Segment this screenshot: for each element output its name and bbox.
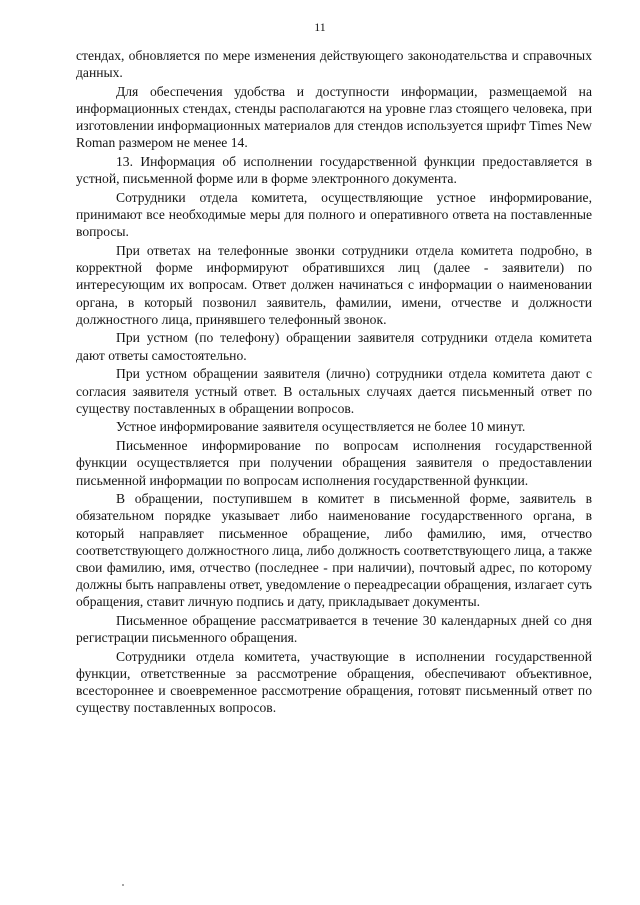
paragraph-review-period: Письменное обращение рассматривается в течение 30 календарных дней со дня регистрации письменного обращения. [76,612,592,646]
paragraph-item-13: 13. Информация об исполнении государственной функции предоставляется в устной, письменной форме или в форме электронного документа. [76,154,592,187]
paragraph-phone-calls: При ответах на телефонные звонки сотрудники отдела комитета подробно, в корректной форме информируют обратившихся лиц (далее - заявители) по интересующим их вопросам. Ответ должен начинаться с информации о наименовании органа, в который позвонил заявитель, фамилии, имени, отчестве и должности должностного лица, принявшего телефонный звонок. [76,243,592,327]
paragraph-stands-continued: стендах, обновляется по мере изменения действующего законодательства и справочных данных. [76,48,592,81]
paragraph-in-person: При устном обращении заявителя (лично) сотрудники отдела комитета дают с согласия заявителя устный ответ. В остальных случаях дается письменный ответ по существу поставленных в обращении вопросов. [76,366,592,416]
paragraph-written-appeal: В обращении, поступившем в комитет в письменной форме, заявитель в обязательном порядке указывает либо наименование государственного органа, в который направляет письменное обращение, либо фамилию, имя, отчество соответствующего должностного лица, либо должность соответствующего лица, а также свои фамилию, имя, отчество (последнее - при наличии), почтовый адрес, по которому должны быть направлены ответ, уведомление о переадресации обращения, излагает суть обращения, ставит личную подпись и дату, прикладывает документы. [76,491,592,610]
paragraph-oral-informing: Сотрудники отдела комитета, осуществляющие устное информирование, принимают все необходимые меры для полного и оперативного ответа на поставленные вопросы. [76,190,592,240]
paragraph-stands-font: Для обеспечения удобства и доступности информации, размещаемой на информационных стендах, стенды располагаются на уровне глаз стоящего человека, при изготовлении информационных материалов для стендов используется шрифт Times New Roman размером не менее 14. [76,83,592,151]
page-number: 11 [314,20,326,34]
scan-speck [122,884,124,886]
document-body [76,47,592,718]
paragraph-written-informing: Письменное информирование по вопросам исполнения государственной функции осуществляется при получении обращения заявителя о предоставлении письменной информации по вопросам исполнения государственной функции. [76,438,592,488]
paragraph-staff-duties: Сотрудники отдела комитета, участвующие в исполнении государственной функции, ответственные за рассмотрение обращения, обеспечивают объективное, всестороннее и своевременное рассмотрение обращения, готовят письменный ответ по существу поставленных вопросов. [76,648,592,716]
paragraph-phone-answers: При устном (по телефону) обращении заявителя сотрудники отдела комитета дают ответы самостоятельно. [76,330,592,363]
paragraph-duration: Устное информирование заявителя осуществляется не более 10 минут. [116,419,526,435]
